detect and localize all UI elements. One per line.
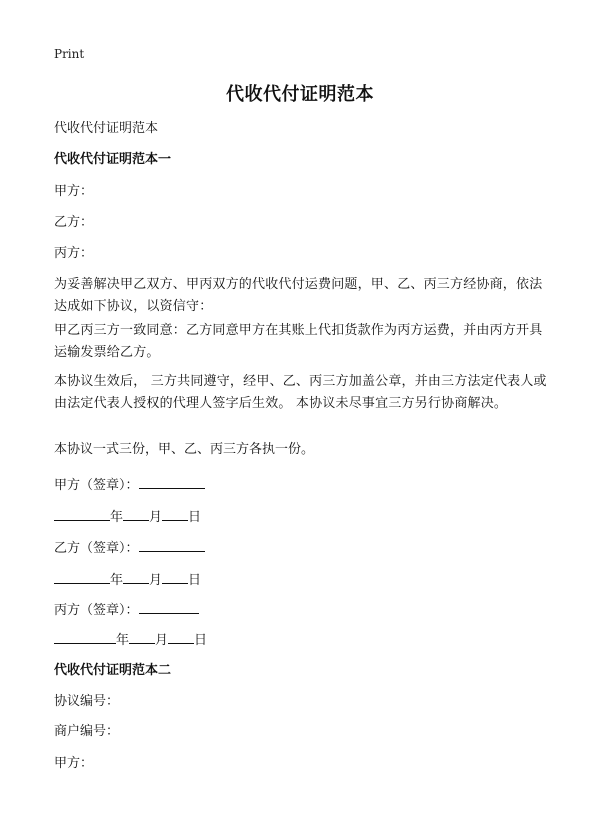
date-c-row (54, 629, 207, 651)
section-2-heading: 代收代付证明范本二 (54, 663, 172, 678)
print-link[interactable]: Print (54, 47, 85, 61)
signature-c-label: 丙方（签章）： (54, 603, 139, 618)
section-2-party-a-label: 甲方： (54, 756, 94, 771)
section-1-heading: 代收代付证明范本一 (54, 152, 172, 167)
date-c-day-blank (168, 629, 194, 644)
date-a-month-label: 月 (149, 510, 163, 525)
signature-b-blank (139, 537, 205, 552)
agreement-number-label: 协议编号： (54, 694, 120, 709)
signature-b-row (54, 537, 205, 559)
party-b-label: 乙方： (54, 215, 94, 230)
date-a-year-blank (54, 506, 110, 521)
date-c-year-blank (54, 629, 116, 644)
date-b-day-blank (162, 569, 188, 584)
date-a-year-label: 年 (110, 510, 124, 525)
date-a-month-blank (123, 506, 149, 521)
signature-b-label: 乙方（签章）： (54, 541, 139, 556)
agreement-paragraph-4: 本协议一式三份，甲、乙、丙三方各执一份。 (54, 442, 315, 457)
agreement-paragraph-1: 为妥善解决甲乙双方、甲丙双方的代收代付运费问题，甲、乙、丙三方经协商，依法达成如下协议，以资信守： (54, 277, 543, 314)
date-c-day-label: 日 (194, 633, 208, 648)
document-subtitle: 代收代付证明范本 (54, 121, 159, 136)
signature-a-label: 甲方（签章）： (54, 478, 139, 493)
date-b-month-blank (123, 569, 149, 584)
signature-c-blank (139, 599, 199, 614)
signature-c-row (54, 599, 199, 621)
date-b-day-label: 日 (188, 573, 202, 588)
date-a-day-label: 日 (188, 510, 202, 525)
signature-a-row (54, 474, 205, 496)
date-c-month-label: 月 (155, 633, 169, 648)
merchant-number-label: 商户编号： (54, 724, 120, 739)
date-a-day-blank (162, 506, 188, 521)
date-c-year-label: 年 (116, 633, 130, 648)
party-a-label: 甲方： (54, 184, 94, 199)
date-a-row (54, 506, 201, 528)
page-title: 代收代付证明范本 (226, 84, 374, 105)
agreement-paragraph-3: 本协议生效后， 三方共同遵守，经甲、乙、丙三方加盖公章，并由三方法定代表人或由法定代表人授权的代理人签字后生效。 本协议未尽事宜三方另行协商解决。 (54, 374, 547, 411)
signature-a-blank (139, 474, 205, 489)
party-c-label: 丙方： (54, 246, 94, 261)
date-b-year-blank (54, 569, 110, 584)
agreement-paragraph-2: 甲乙丙三方一致同意：乙方同意甲方在其账上代扣货款作为丙方运费，并由丙方开具运输发票给乙方。 (54, 323, 543, 360)
date-b-row (54, 569, 201, 591)
date-b-month-label: 月 (149, 573, 163, 588)
date-c-month-blank (129, 629, 155, 644)
date-b-year-label: 年 (110, 573, 124, 588)
